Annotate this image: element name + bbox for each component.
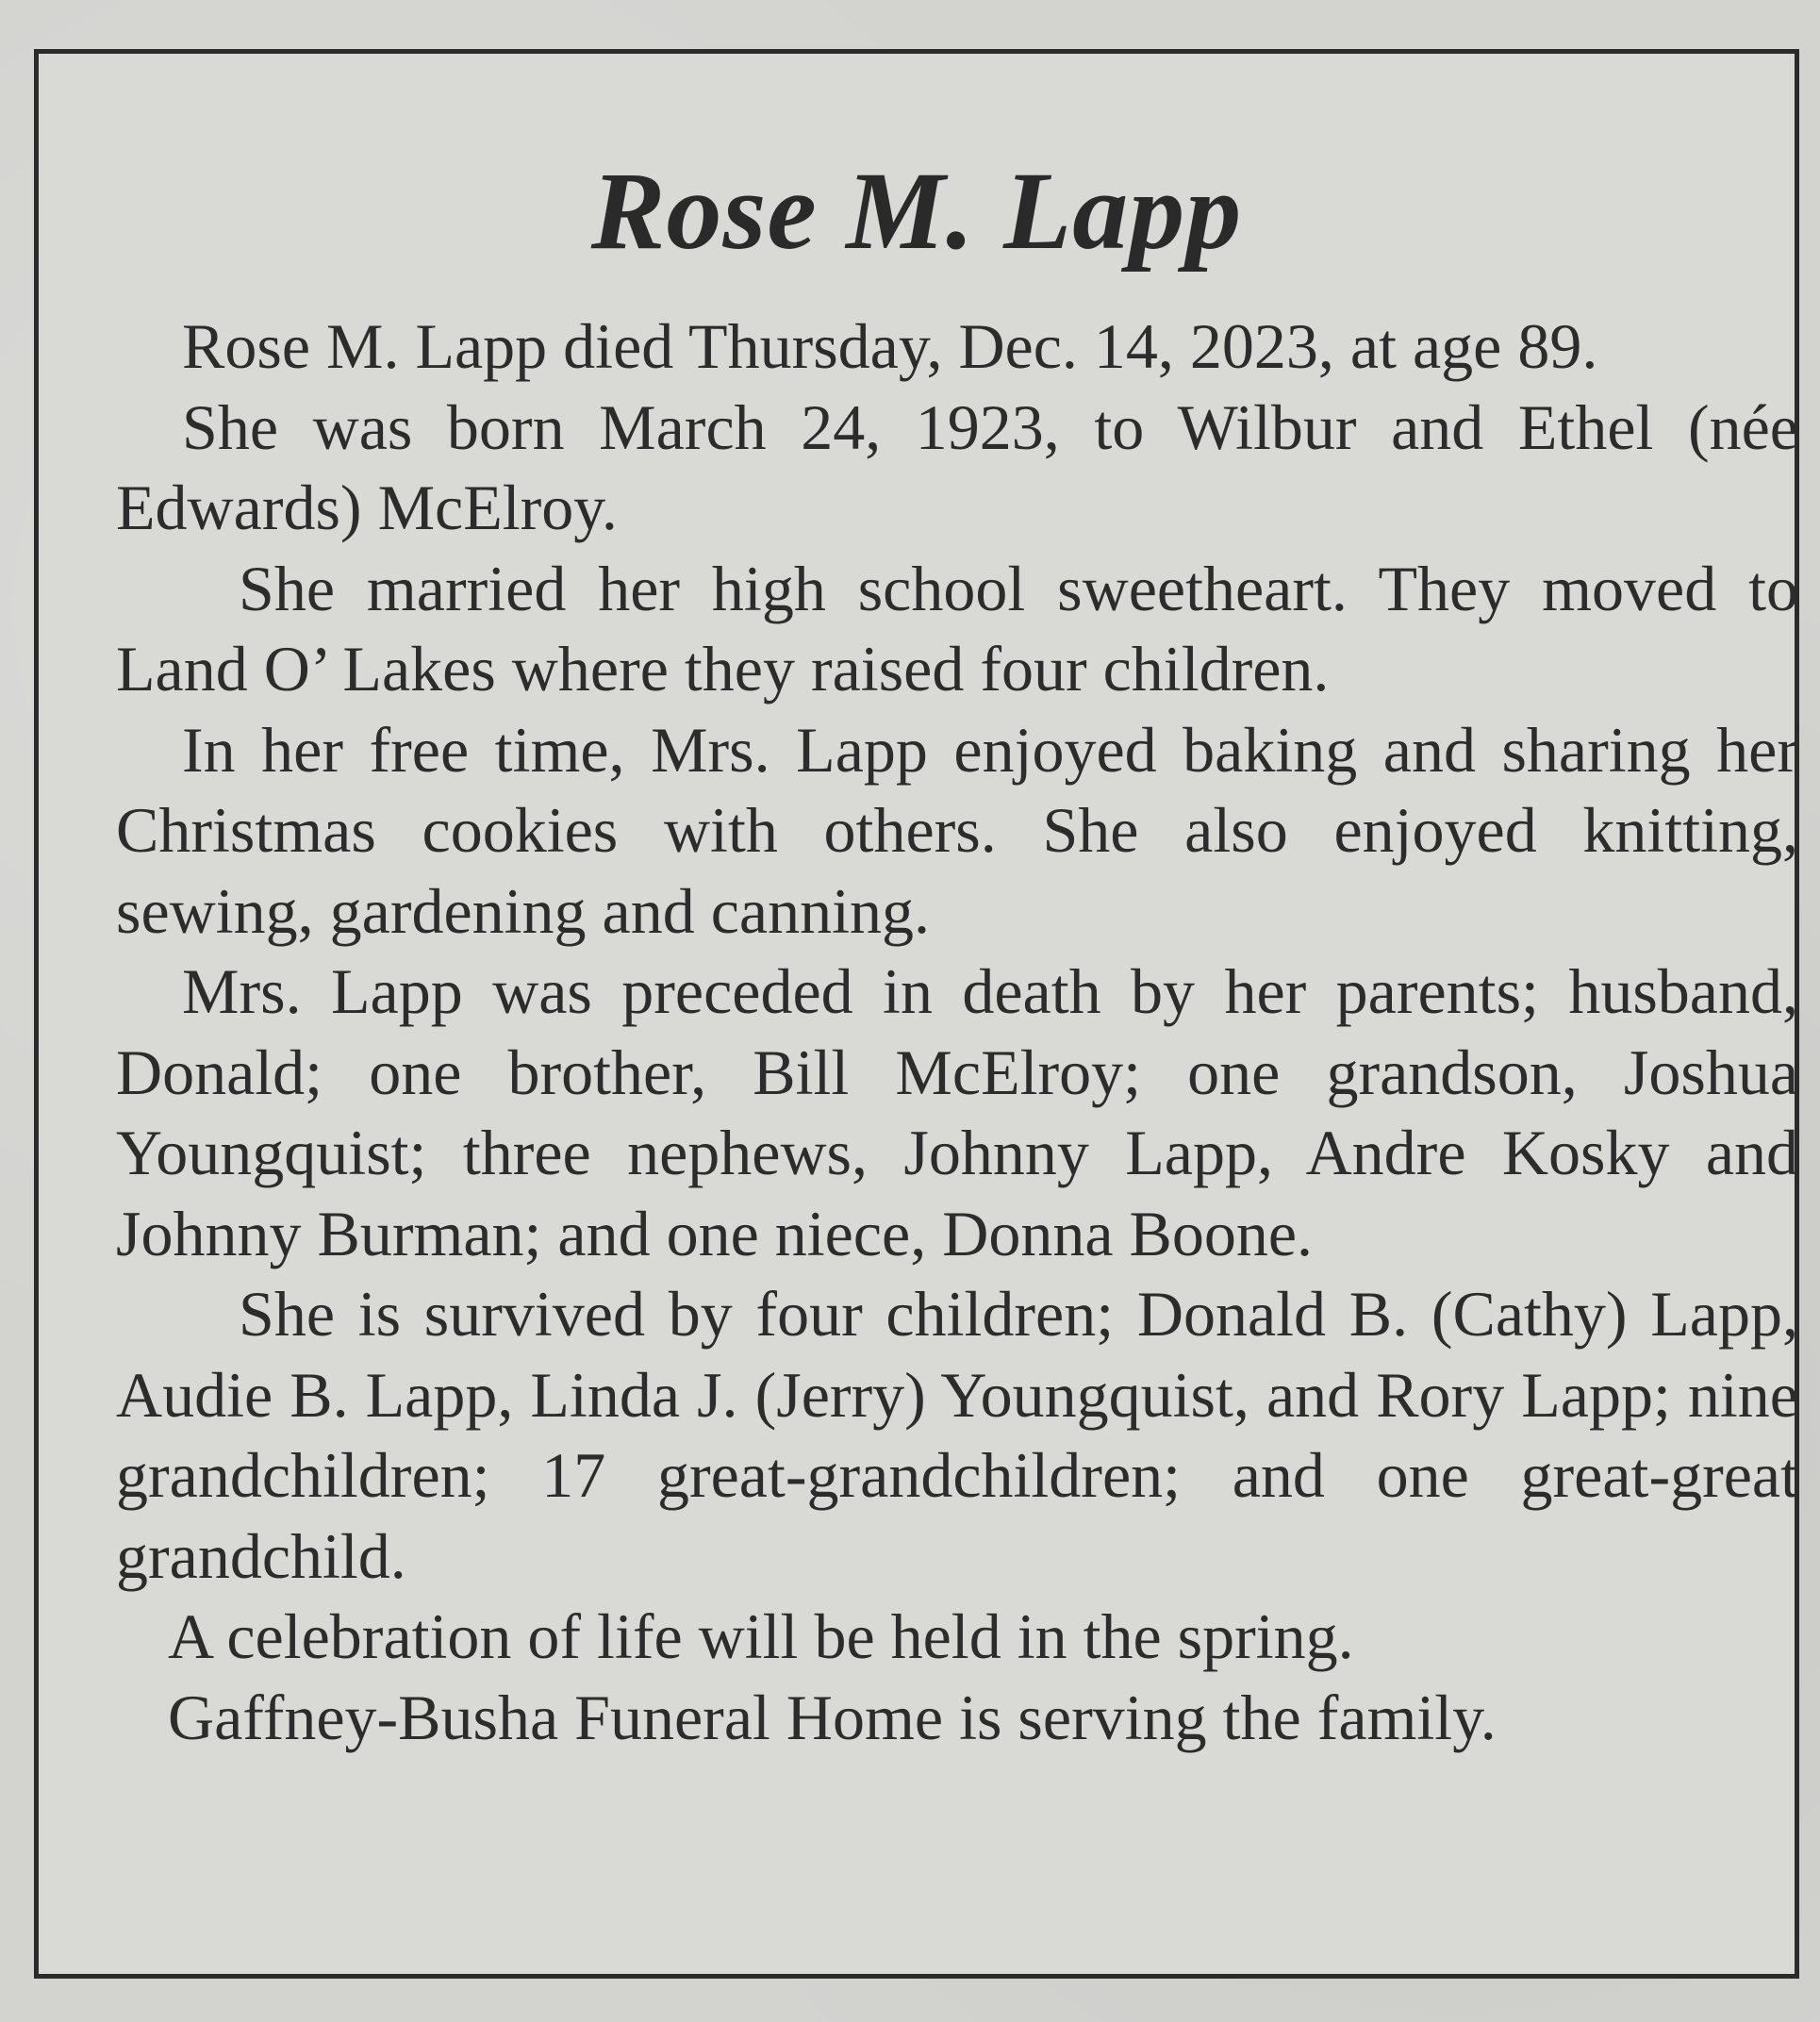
paragraph-celebration: A celebration of life will be held in the spring. (168, 1600, 1354, 1672)
paragraph-marriage: She married her high school sweetheart. They moved to Land O’ Lakes where they raised four children. (116, 552, 1798, 704)
paragraph-birth: She was born March 24, 1923, to Wilbur and Ethel (née Edwards) McElroy. (116, 390, 1798, 543)
paragraph-survivors: She is survived by four children; Donald B. (Cathy) Lapp, Audie B. Lapp, Linda J. (Jerry) Youngquist, and Rory Lapp; nine grandchildren; 17 great-grandchildren; and one great-great grandchild. (116, 1278, 1798, 1592)
obituary-clipping (34, 49, 1799, 1979)
obituary-body (116, 307, 1798, 1758)
obituary-title: Rose M. Lapp (590, 149, 1243, 273)
paragraph-death: Rose M. Lapp died Thursday, Dec. 14, 2023, at age 89. (182, 310, 1598, 382)
paragraph-funeral-home: Gaffney-Busha Funeral Home is serving the family. (168, 1681, 1497, 1753)
paragraph-preceded: Mrs. Lapp was preceded in death by her parents; husband, Donald; one brother, Bill McElroy; one grandson, Joshua Youngquist; three nephews, Johnny Lapp, Andre Kosky and Johnny Burman; and one niece, Donna Boone. (116, 955, 1798, 1269)
paragraph-hobbies: In her free time, Mrs. Lapp enjoyed baking and sharing her Christmas cookies with others. She also enjoyed knitting, sewing, gardening and canning. (116, 713, 1798, 947)
